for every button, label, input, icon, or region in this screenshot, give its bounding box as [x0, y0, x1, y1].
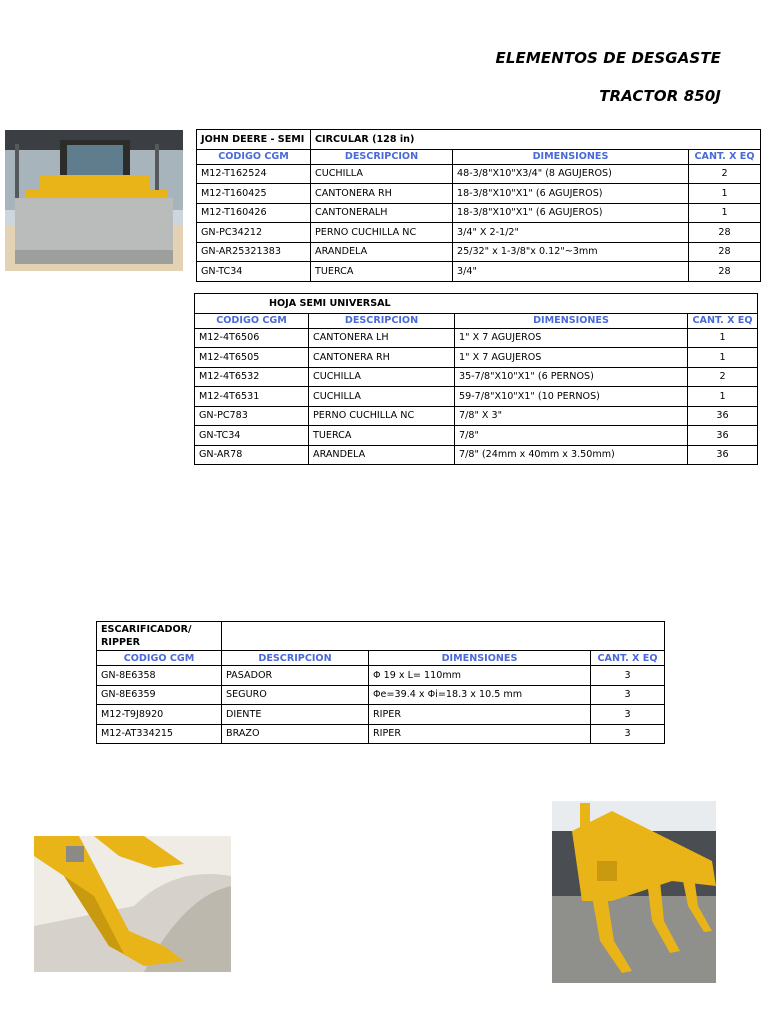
- semi-universal-blade-table: [194, 293, 758, 465]
- table-cell: ARANDELA: [311, 242, 453, 262]
- table-cell: 3: [591, 724, 665, 744]
- table-title-empty: [222, 622, 665, 651]
- table-cell: 1: [688, 328, 758, 348]
- table-cell: 3: [591, 666, 665, 686]
- table-cell: 36: [688, 445, 758, 465]
- column-header-row: [195, 313, 758, 328]
- column-header: DIMENSIONES: [369, 651, 591, 666]
- table-cell: 3/4" X 2-1/2": [453, 223, 689, 243]
- table-cell: M12-AT334215: [97, 724, 222, 744]
- ripper-tooth-photo: [34, 836, 231, 972]
- table-row: [195, 387, 758, 407]
- document-title: ELEMENTOS DE DESGASTE: [495, 49, 721, 67]
- document-subtitle: TRACTOR 850J: [599, 87, 721, 105]
- column-header: CANT. X EQ: [688, 313, 758, 328]
- column-header: DESCRIPCION: [222, 651, 369, 666]
- table-cell: M12-4T6505: [195, 348, 309, 368]
- table-cell: CANTONERALH: [311, 203, 453, 223]
- table-cell: CANTONERA RH: [309, 348, 455, 368]
- table-cell: TUERCA: [309, 426, 455, 446]
- table-row: [197, 184, 761, 204]
- table-cell: 7/8": [455, 426, 688, 446]
- table-row: [97, 724, 665, 744]
- table-cell: 1: [688, 387, 758, 407]
- table-cell: CUCHILLA: [311, 164, 453, 184]
- column-header: DESCRIPCION: [309, 313, 455, 328]
- table-cell: CUCHILLA: [309, 367, 455, 387]
- table-title: HOJA SEMI UNIVERSAL: [195, 294, 758, 314]
- table-cell: 3/4": [453, 262, 689, 282]
- table-cell: TUERCA: [311, 262, 453, 282]
- table-cell: GN-PC783: [195, 406, 309, 426]
- table-row: [197, 164, 761, 184]
- table-cell: M12-4T6531: [195, 387, 309, 407]
- table-cell: GN-AR25321383: [197, 242, 311, 262]
- table-cell: GN-8E6358: [97, 666, 222, 686]
- column-header: DIMENSIONES: [455, 313, 688, 328]
- table-row: [195, 348, 758, 368]
- table-title-row: [97, 622, 665, 651]
- table-cell: 1" X 7 AGUJEROS: [455, 328, 688, 348]
- table-cell: RIPER: [369, 705, 591, 725]
- table-cell: BRAZO: [222, 724, 369, 744]
- table-cell: 1" X 7 AGUJEROS: [455, 348, 688, 368]
- ripper-parts-table: [96, 621, 665, 744]
- table-cell: M12-4T6532: [195, 367, 309, 387]
- table-row: [195, 426, 758, 446]
- table-row: [197, 223, 761, 243]
- column-header: DIMENSIONES: [453, 149, 689, 164]
- tractor-photo: [5, 130, 183, 271]
- table-cell: 1: [688, 348, 758, 368]
- table-cell: GN-TC34: [195, 426, 309, 446]
- table-cell: SEGURO: [222, 685, 369, 705]
- table-row: [195, 406, 758, 426]
- table-cell: 2: [688, 367, 758, 387]
- column-header: CODIGO CGM: [195, 313, 309, 328]
- table-cell: 28: [689, 242, 761, 262]
- table-cell: 18-3/8"X10"X1" (6 AGUJEROS): [453, 203, 689, 223]
- table-cell: PASADOR: [222, 666, 369, 686]
- table-row: [197, 203, 761, 223]
- table-title-right: CIRCULAR (128 in): [311, 130, 761, 150]
- table-cell: GN-PC34212: [197, 223, 311, 243]
- table-cell: Φe=39.4 x Φi=18.3 x 10.5 mm: [369, 685, 591, 705]
- table-cell: 36: [688, 426, 758, 446]
- table-cell: ARANDELA: [309, 445, 455, 465]
- table-cell: 7/8" X 3": [455, 406, 688, 426]
- table-row: [195, 328, 758, 348]
- table-row: [195, 445, 758, 465]
- table-cell: CANTONERA RH: [311, 184, 453, 204]
- column-header-row: [197, 149, 761, 164]
- table-cell: 36: [688, 406, 758, 426]
- column-header: CODIGO CGM: [197, 149, 311, 164]
- table-cell: M12-4T6506: [195, 328, 309, 348]
- column-header: CANT. X EQ: [689, 149, 761, 164]
- table-cell: 2: [689, 164, 761, 184]
- table-cell: 1: [689, 184, 761, 204]
- table-cell: PERNO CUCHILLA NC: [309, 406, 455, 426]
- table-row: [97, 705, 665, 725]
- table-cell: 7/8" (24mm x 40mm x 3.50mm): [455, 445, 688, 465]
- table-cell: CANTONERA LH: [309, 328, 455, 348]
- table-cell: CUCHILLA: [309, 387, 455, 407]
- column-header: DESCRIPCION: [311, 149, 453, 164]
- table-cell: 3: [591, 685, 665, 705]
- column-header: CODIGO CGM: [97, 651, 222, 666]
- table-cell: 25/32" x 1-3/8"x 0.12"~3mm: [453, 242, 689, 262]
- table-cell: GN-TC34: [197, 262, 311, 282]
- table-title-left: JOHN DEERE - SEMI: [197, 130, 311, 150]
- table-cell: 35-7/8"X10"X1" (6 PERNOS): [455, 367, 688, 387]
- table-cell: RIPER: [369, 724, 591, 744]
- table-cell: 59-7/8"X10"X1" (10 PERNOS): [455, 387, 688, 407]
- table-cell: PERNO CUCHILLA NC: [311, 223, 453, 243]
- table-cell: 3: [591, 705, 665, 725]
- table-cell: GN-AR78: [195, 445, 309, 465]
- table-cell: M12-T9J8920: [97, 705, 222, 725]
- table-row: [197, 262, 761, 282]
- table-title-row: [197, 130, 761, 150]
- table-cell: GN-8E6359: [97, 685, 222, 705]
- ripper-assembly-photo: [552, 801, 716, 983]
- table-cell: DIENTE: [222, 705, 369, 725]
- table-cell: 28: [689, 223, 761, 243]
- table-cell: M12-T160425: [197, 184, 311, 204]
- table-cell: 28: [689, 262, 761, 282]
- table-cell: Φ 19 x L= 110mm: [369, 666, 591, 686]
- table-row: [195, 367, 758, 387]
- table-cell: 1: [689, 203, 761, 223]
- column-header-row: [97, 651, 665, 666]
- blade-parts-table: [196, 129, 761, 282]
- column-header: CANT. X EQ: [591, 651, 665, 666]
- table-cell: M12-T162524: [197, 164, 311, 184]
- table-row: [97, 666, 665, 686]
- table-title: ESCARIFICADOR/ RIPPER: [97, 622, 222, 651]
- table-title-row: [195, 294, 758, 314]
- table-row: [97, 685, 665, 705]
- table-cell: M12-T160426: [197, 203, 311, 223]
- table-row: [197, 242, 761, 262]
- table-cell: 18-3/8"X10"X1" (6 AGUJEROS): [453, 184, 689, 204]
- table-cell: 48-3/8"X10"X3/4" (8 AGUJEROS): [453, 164, 689, 184]
